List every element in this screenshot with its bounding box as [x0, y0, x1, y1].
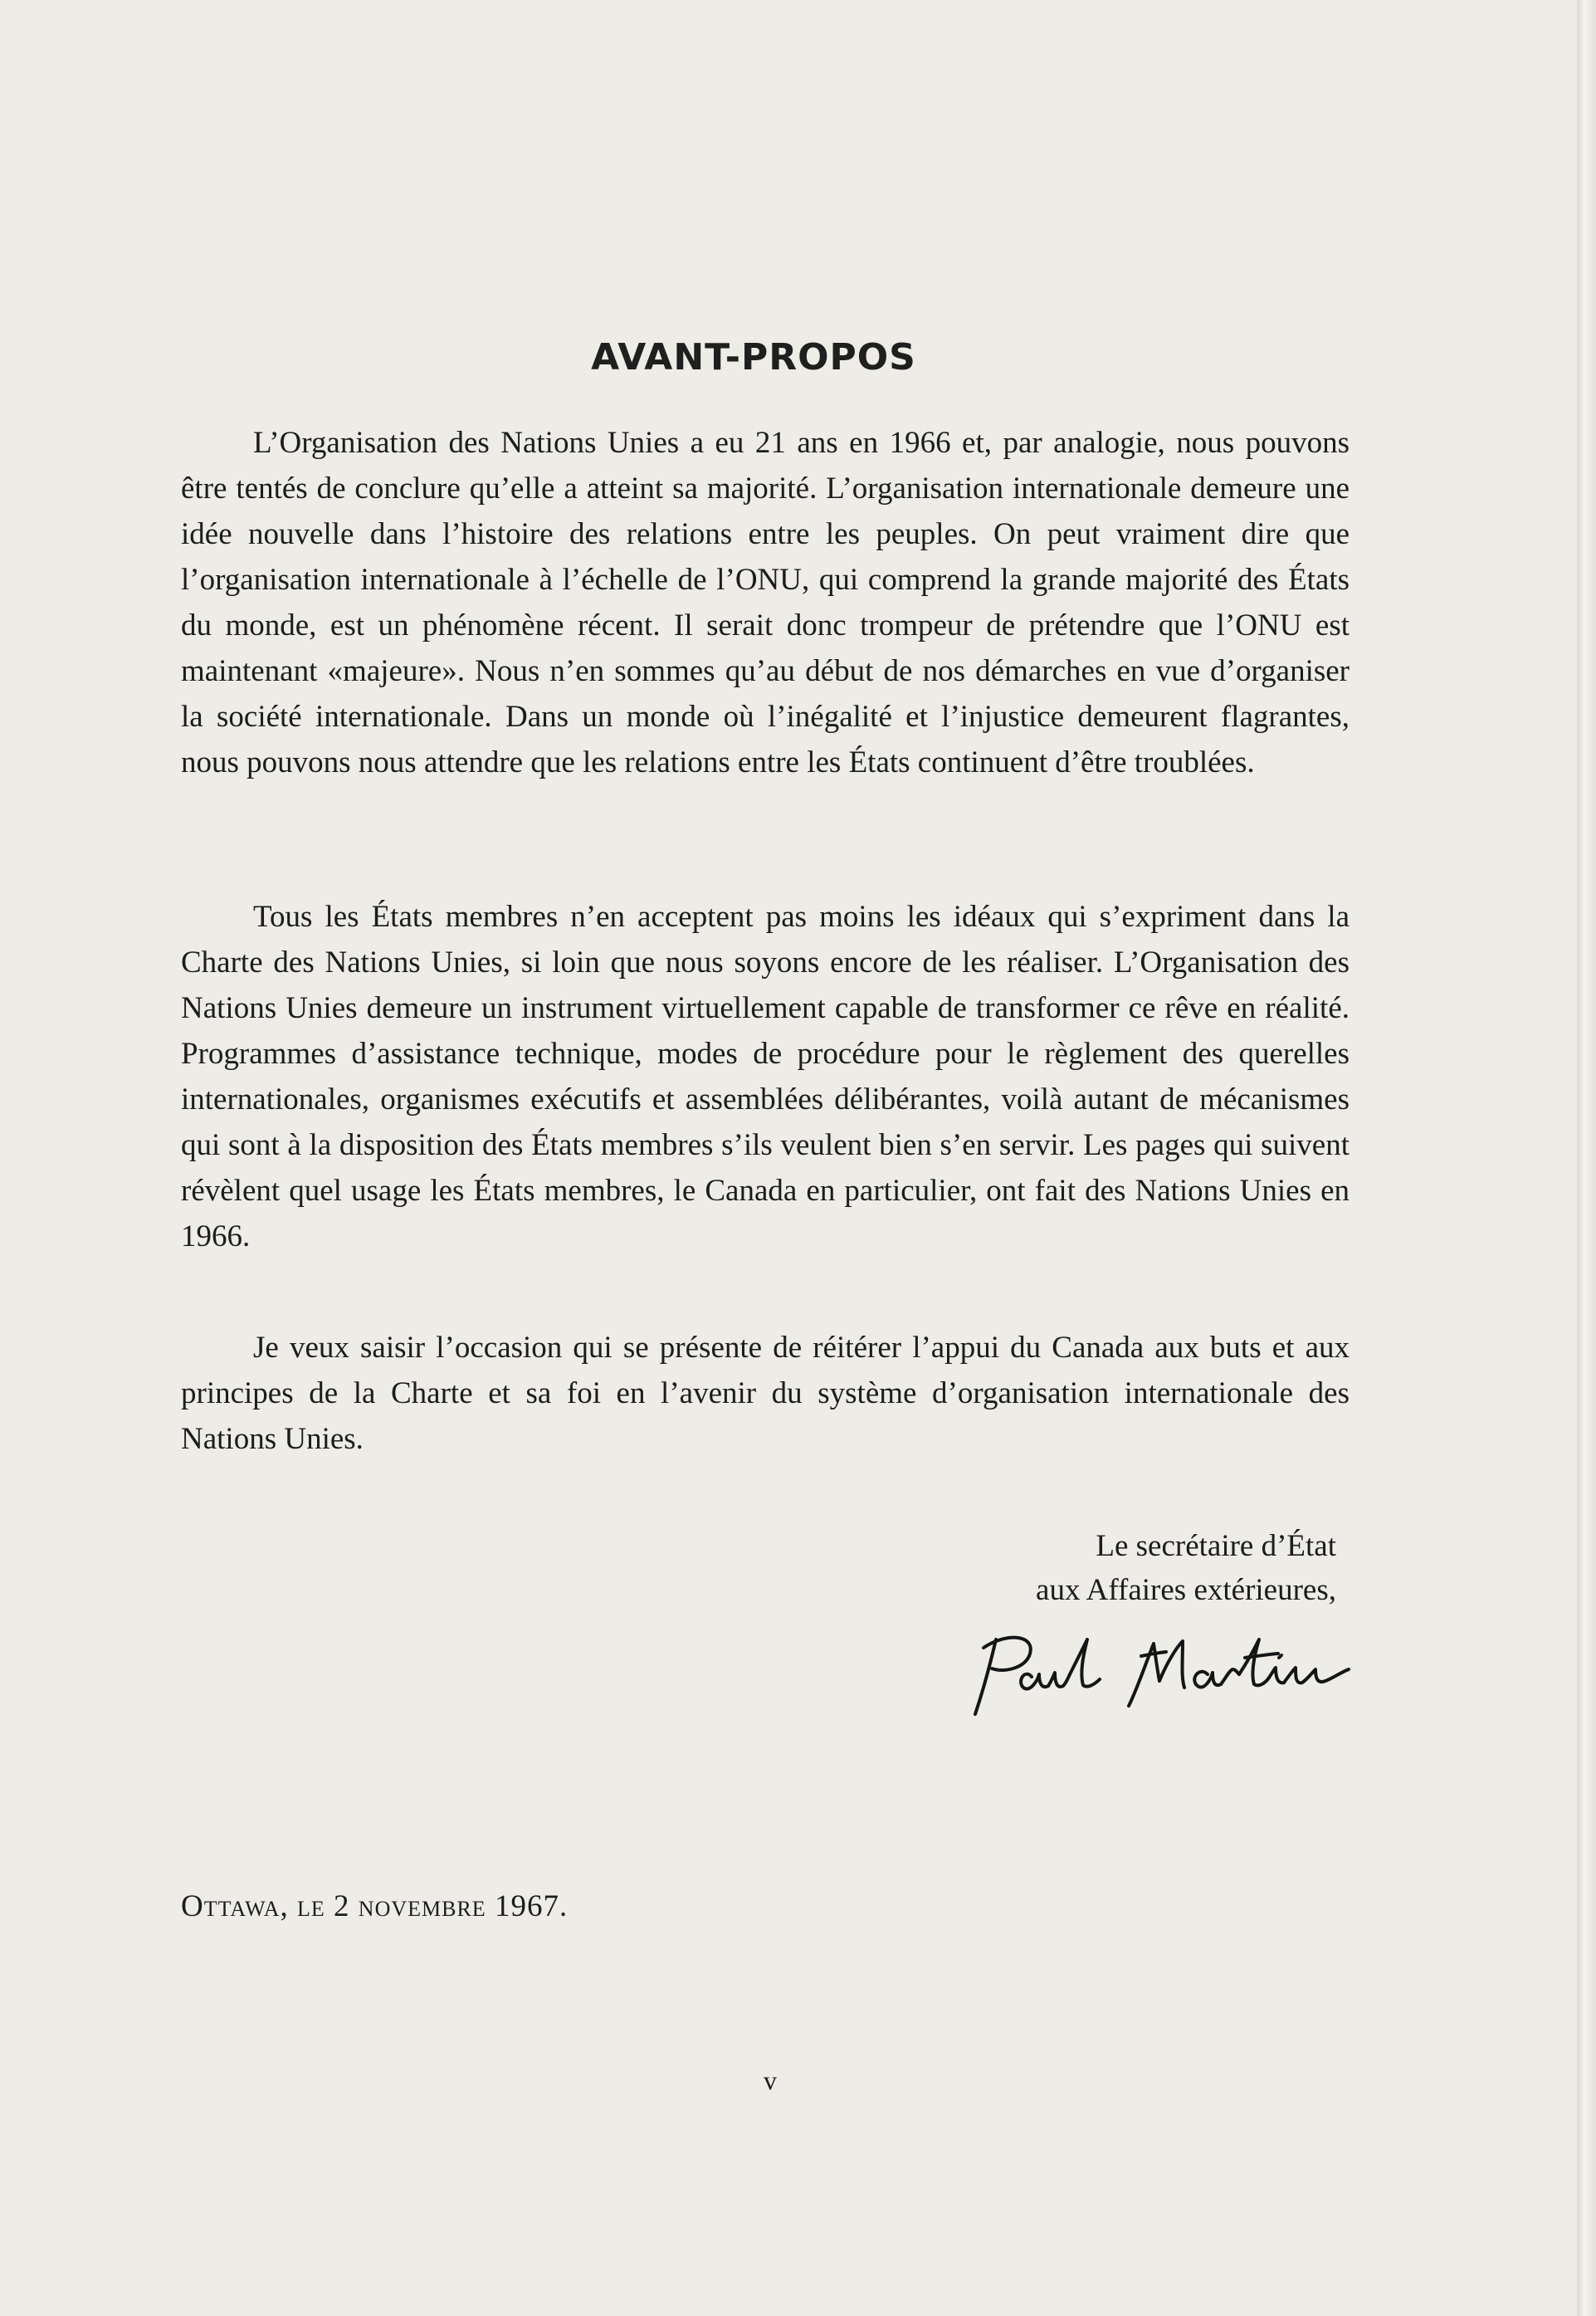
closing-line-department: aux Affaires extérieures,	[1036, 1573, 1336, 1607]
page-number: v	[764, 2065, 777, 2095]
paragraph-2: Tous les États membres n’en acceptent pas moins les idéaux qui s’expriment dans la Charte des Nations Unies, si loin que nous soyons encore de les réaliser. L’Organisation des Nations Unies demeure un instrument virtuellement capable de transformer ce rêve en réalité. Programmes d’assistance technique, modes de procédure pour le règlement des querelles internationales, organismes exécutifs et assemblées délibérantes, voilà autant de mécanismes qui sont à la disposition des États membres s’ils veulent bien s’en servir. Les pages qui suivent révèlent quel usage les États membres, le Canada en particulier, ont fait des Nations Unies en 1966.	[181, 900, 1350, 1253]
closing-line-title: Le secrétaire d’État	[1096, 1529, 1336, 1563]
dateline: Ottawa, le 2 novembre 1967.	[181, 1889, 569, 1923]
page-edge	[1577, 0, 1596, 2316]
closing-block	[913, 1524, 1336, 1612]
handwritten-signature	[959, 1623, 1357, 1722]
page-title: AVANT-PROPOS	[591, 336, 916, 379]
paragraph-1: L’Organisation des Nations Unies a eu 21 ans en 1966 et, par analogie, nous pouvons être tentés de conclure qu’elle a atteint sa majorité. L’organisation internationale demeure une idée nouvelle dans l’histoire des relations entre les peuples. On peut vraiment dire que l’organisation internationale à l’échelle de l’ONU, qui comprend la grande majorité des États du monde, est un phénomène récent. Il serait donc trompeur de prétendre que l’ONU est maintenant «majeure». Nous n’en sommes qu’au début de nos démarches en vue d’organiser la société internationale. Dans un monde où l’inégalité et l’injustice demeurent flagrantes, nous pouvons nous attendre que les relations entre les États continuent d’être troublées.	[181, 426, 1350, 779]
paragraph-3: Je veux saisir l’occasion qui se présente de réitérer l’appui du Canada aux buts et aux principes de la Charte et sa foi en l’avenir du système d’organisation internationale des Nations Unies.	[181, 1331, 1350, 1456]
